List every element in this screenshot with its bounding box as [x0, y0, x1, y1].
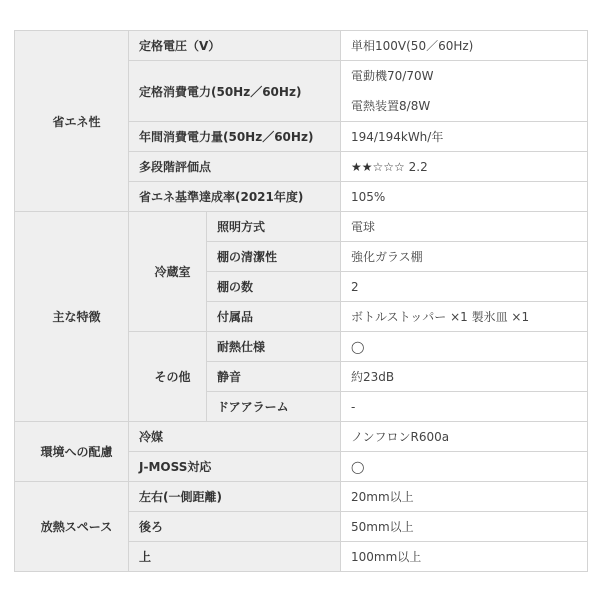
spec-value-quiet: 約23dB [341, 362, 588, 392]
spec-key-quiet: 静音 [207, 362, 341, 392]
spec-value-annual-consumption: 194/194kWh/年 [341, 122, 588, 152]
subcategory-fridge: 冷蔵室 [129, 212, 207, 332]
spec-key-side-clearance: 左右(一側距離) [129, 482, 341, 512]
spec-key-annual-consumption: 年間消費電力量(50Hz／60Hz) [129, 122, 341, 152]
category-heat-space: 放熱スペース [15, 482, 129, 572]
spec-value-heater-power: 電熱装置8/8W [351, 99, 431, 113]
spec-value-accessories: ボトルストッパー ×1 製氷皿 ×1 [341, 302, 588, 332]
spec-key-door-alarm: ドアアラーム [207, 392, 341, 422]
spec-key-rated-voltage: 定格電圧（V） [129, 31, 341, 61]
spec-key-rated-power: 定格消費電力(50Hz／60Hz) [129, 61, 341, 122]
spec-key-back-clearance: 後ろ [129, 512, 341, 542]
spec-key-refrigerant: 冷媒 [129, 422, 341, 452]
spec-value-motor-power: 電動機70/70W [351, 69, 434, 83]
table-row [15, 422, 588, 452]
spec-table [14, 30, 588, 572]
spec-value-jmoss: ◯ [341, 452, 588, 482]
table-row [15, 482, 588, 512]
spec-key-rating: 多段階評価点 [129, 152, 341, 182]
spec-value-top-clearance: 100mm以上 [341, 542, 588, 572]
spec-key-jmoss: J-MOSS対応 [129, 452, 341, 482]
spec-value-rated-power [341, 61, 588, 122]
spec-key-shelf-count: 棚の数 [207, 272, 341, 302]
spec-value-rated-voltage: 単相100V(50／60Hz) [341, 31, 588, 61]
table-row [15, 212, 588, 242]
spec-key-accessories: 付属品 [207, 302, 341, 332]
spec-value-rating [341, 152, 588, 182]
rating-stars-filled: ★★ [351, 159, 373, 174]
spec-key-lighting: 照明方式 [207, 212, 341, 242]
subcategory-other: その他 [129, 332, 207, 422]
spec-value-lighting: 電球 [341, 212, 588, 242]
spec-value-heat-resistant: ◯ [341, 332, 588, 362]
category-environment: 環境への配慮 [15, 422, 129, 482]
spec-key-shelf-cleanliness: 棚の清潔性 [207, 242, 341, 272]
category-energy: 省エネ性 [15, 31, 129, 212]
spec-value-achievement-rate: 105% [341, 182, 588, 212]
table-row [15, 31, 588, 61]
spec-key-heat-resistant: 耐熱仕様 [207, 332, 341, 362]
spec-value-back-clearance: 50mm以上 [341, 512, 588, 542]
spec-value-shelf-count: 2 [341, 272, 588, 302]
spec-value-refrigerant: ノンフロンR600a [341, 422, 588, 452]
rating-stars-empty: ☆☆☆ [372, 159, 405, 174]
spec-key-top-clearance: 上 [129, 542, 341, 572]
rating-score: 2.2 [408, 159, 428, 174]
spec-value-shelf-cleanliness: 強化ガラス棚 [341, 242, 588, 272]
spec-key-achievement-rate: 省エネ基準達成率(2021年度) [129, 182, 341, 212]
spec-value-door-alarm: - [341, 392, 588, 422]
spec-value-side-clearance: 20mm以上 [341, 482, 588, 512]
category-features: 主な特徴 [15, 212, 129, 422]
rating-stars [351, 160, 405, 174]
